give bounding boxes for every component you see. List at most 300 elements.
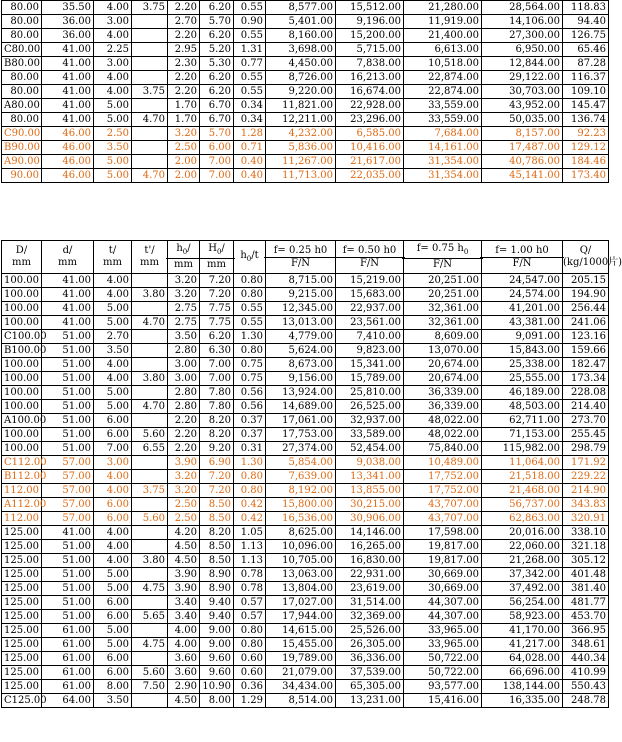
table-cell: 3.90 <box>168 582 200 596</box>
table-cell: 248.78 <box>563 694 609 708</box>
table-cell: 3.75 <box>132 1 168 15</box>
table-cell: 3.40 <box>168 596 200 610</box>
table-cell: 41.00 <box>42 43 94 57</box>
table-cell: 381.40 <box>563 582 609 596</box>
table-cell: 0.80 <box>234 470 266 484</box>
table-cell: 3.20 <box>168 127 200 141</box>
table-cell <box>132 456 168 470</box>
table-cell <box>132 540 168 554</box>
table-cell: 4.00 <box>94 540 132 554</box>
header-outer-diameter: D/ mm <box>2 241 42 274</box>
table-cell: 5.00 <box>94 638 132 652</box>
table-cell: 7.20 <box>200 484 234 498</box>
table-cell: 80.00 <box>2 29 42 43</box>
table-row <box>2 1 609 15</box>
table-cell: 8.20 <box>200 428 234 442</box>
table-cell: 43,952.00 <box>482 99 563 113</box>
table-cell: 7.00 <box>94 442 132 456</box>
table-cell: 9,196.00 <box>336 15 404 29</box>
table-cell: 205.15 <box>563 274 609 288</box>
table-cell: 61.00 <box>42 652 94 666</box>
table-cell: 2.20 <box>168 1 200 15</box>
table-cell: 7,639.00 <box>266 470 336 484</box>
table-cell: 410.99 <box>563 666 609 680</box>
table-cell: 5.30 <box>200 57 234 71</box>
table-cell: 48,503.00 <box>482 400 563 414</box>
table-cell: 45,141.00 <box>482 169 563 183</box>
table-cell: 14,689.00 <box>266 400 336 414</box>
table-cell: 4,232.00 <box>266 127 336 141</box>
table-cell: 7.75 <box>200 316 234 330</box>
table-cell: 31,514.00 <box>336 596 404 610</box>
table-cell: 0.37 <box>234 428 266 442</box>
table-cell: 0.36 <box>234 680 266 694</box>
table-cell: 0.55 <box>234 316 266 330</box>
table-cell: 30,669.00 <box>404 568 482 582</box>
table-cell: 41.00 <box>42 113 94 127</box>
table-cell <box>132 155 168 169</box>
table-cell: 25,810.00 <box>336 386 404 400</box>
table-cell <box>132 652 168 666</box>
table-cell: 44,307.00 <box>404 610 482 624</box>
table-cell: 61.00 <box>42 680 94 694</box>
table-cell: 8,715.00 <box>266 274 336 288</box>
table-cell: 94.40 <box>563 15 609 29</box>
table-cell: 8,160.00 <box>266 29 336 43</box>
table-cell: 2.25 <box>94 43 132 57</box>
table-cell: 25,338.00 <box>482 358 563 372</box>
table-row <box>2 288 609 302</box>
table-cell: 1.13 <box>234 554 266 568</box>
table-cell: 3,698.00 <box>266 43 336 57</box>
table-cell: 1.31 <box>234 43 266 57</box>
table-cell: 14,161.00 <box>404 141 482 155</box>
table-row <box>2 71 609 85</box>
table-cell: 0.75 <box>234 358 266 372</box>
table-cell: 2.00 <box>168 155 200 169</box>
table-cell: 0.78 <box>234 568 266 582</box>
table-cell: 2.20 <box>168 428 200 442</box>
table-cell: B90.00 <box>2 141 42 155</box>
table-cell: 0.80 <box>234 624 266 638</box>
table-cell: 80.00 <box>2 1 42 15</box>
table-cell: 100.00 <box>2 442 42 456</box>
table-cell: 6.00 <box>94 414 132 428</box>
table-cell: 13,855.00 <box>336 484 404 498</box>
table-cell: 17,753.00 <box>266 428 336 442</box>
table-cell: 20,674.00 <box>404 358 482 372</box>
table-cell: 0.57 <box>234 596 266 610</box>
table-cell: 65,305.00 <box>336 680 404 694</box>
table-cell: 4.00 <box>94 484 132 498</box>
table-cell: 51.00 <box>42 344 94 358</box>
table-row <box>2 540 609 554</box>
table-cell: 51.00 <box>42 540 94 554</box>
table-cell: 2.90 <box>168 680 200 694</box>
table-cell: 9,823.00 <box>336 344 404 358</box>
table-cell: 125.00 <box>2 568 42 582</box>
table-cell: 109.10 <box>563 85 609 99</box>
table-cell: 5.70 <box>200 127 234 141</box>
table-cell: 33,559.00 <box>404 113 482 127</box>
table-cell: 8.20 <box>200 414 234 428</box>
table-cell: 366.95 <box>563 624 609 638</box>
table-cell <box>132 330 168 344</box>
table-cell: 13,013.00 <box>266 316 336 330</box>
table-cell <box>132 470 168 484</box>
table-cell: 4.00 <box>94 71 132 85</box>
table-cell: 14,615.00 <box>266 624 336 638</box>
table-top-body <box>2 1 609 183</box>
table-cell: 273.70 <box>563 414 609 428</box>
table-cell: 51.00 <box>42 428 94 442</box>
table-cell: 0.55 <box>234 302 266 316</box>
header-weight: Q/ (kg/1000片) <box>563 241 609 274</box>
table-cell: 36.00 <box>42 15 94 29</box>
table-cell: 5.70 <box>200 15 234 29</box>
table-cell: 43,381.00 <box>482 316 563 330</box>
table-cell: 3.00 <box>94 456 132 470</box>
table-cell: 2.20 <box>168 71 200 85</box>
table-cell: 16,674.00 <box>336 85 404 99</box>
table-cell: 41,201.00 <box>482 302 563 316</box>
table-cell: 7.50 <box>132 680 168 694</box>
table-cell: 3.00 <box>168 372 200 386</box>
table-cell: 4.50 <box>168 540 200 554</box>
table-cell: 194.90 <box>563 288 609 302</box>
table-cell: 31,354.00 <box>404 155 482 169</box>
table-cell: 4.70 <box>132 169 168 183</box>
table-cell: 125.00 <box>2 540 42 554</box>
table-cell: 125.00 <box>2 554 42 568</box>
table-cell: 8,726.00 <box>266 71 336 85</box>
table-cell: 21,400.00 <box>404 29 482 43</box>
table-cell: 214.90 <box>563 484 609 498</box>
table-row <box>2 29 609 43</box>
table-cell: 6.00 <box>94 666 132 680</box>
table-cell: 6.00 <box>200 141 234 155</box>
table-cell: 11,713.00 <box>266 169 336 183</box>
table-cell: 6,585.00 <box>336 127 404 141</box>
table-row <box>2 330 609 344</box>
table-cell: 343.83 <box>563 498 609 512</box>
table-cell: 5.60 <box>132 428 168 442</box>
table-cell: 37,539.00 <box>336 666 404 680</box>
table-row <box>2 169 609 183</box>
table-cell <box>132 358 168 372</box>
table-cell: 184.46 <box>563 155 609 169</box>
table-cell: 9,220.00 <box>266 85 336 99</box>
table-cell: 125.00 <box>2 652 42 666</box>
table-cell: 4.00 <box>94 372 132 386</box>
table-cell: 17,027.00 <box>266 596 336 610</box>
table-cell: 8,192.00 <box>266 484 336 498</box>
table-cell: 80.00 <box>2 113 42 127</box>
table-row <box>2 358 609 372</box>
table-cell: 3.90 <box>168 456 200 470</box>
table-cell: 3.50 <box>94 141 132 155</box>
table-row <box>2 428 609 442</box>
table-cell: 25,555.00 <box>482 372 563 386</box>
table-cell: 17,752.00 <box>404 484 482 498</box>
table-cell: 2.20 <box>168 414 200 428</box>
table-cell: 7.00 <box>200 155 234 169</box>
table-cell: 5.00 <box>94 155 132 169</box>
table-cell: 3.50 <box>94 694 132 708</box>
table-cell: 125.00 <box>2 638 42 652</box>
table-cell <box>132 344 168 358</box>
table-cell: 159.66 <box>563 344 609 358</box>
table-cell: 36,339.00 <box>404 400 482 414</box>
table-cell: 136.74 <box>563 113 609 127</box>
table-cell: 550.43 <box>563 680 609 694</box>
table-cell: 13,341.00 <box>336 470 404 484</box>
table-cell: 41.00 <box>42 302 94 316</box>
table-cell: C100.00 <box>2 330 42 344</box>
table-cell: 62,863.00 <box>482 512 563 526</box>
table-cell: 21,079.00 <box>266 666 336 680</box>
table-cell: 22,035.00 <box>336 169 404 183</box>
table-cell: 52,454.00 <box>336 442 404 456</box>
table-cell <box>132 498 168 512</box>
table-cell: 5.00 <box>94 400 132 414</box>
table-cell: 4.00 <box>168 638 200 652</box>
table-cell: 64,028.00 <box>482 652 563 666</box>
table-cell: 5.60 <box>132 666 168 680</box>
table-cell: 61.00 <box>42 666 94 680</box>
table-row <box>2 113 609 127</box>
table-cell: 9.60 <box>200 652 234 666</box>
table-cell: 51.00 <box>42 330 94 344</box>
table-cell: 20,016.00 <box>482 526 563 540</box>
table-cell: 14,146.00 <box>336 526 404 540</box>
table-cell: 37,342.00 <box>482 568 563 582</box>
table-cell: 5.00 <box>94 582 132 596</box>
table-cell: 6,613.00 <box>404 43 482 57</box>
table-cell: 229.22 <box>563 470 609 484</box>
table-row <box>2 386 609 400</box>
table-cell: 16,213.00 <box>336 71 404 85</box>
table-cell: B112.00 <box>2 470 42 484</box>
table-cell: 8.90 <box>200 582 234 596</box>
table-cell: 7.20 <box>200 470 234 484</box>
table-cell: 4.00 <box>94 274 132 288</box>
table-cell: 22,874.00 <box>404 71 482 85</box>
table-cell: 123.16 <box>563 330 609 344</box>
table-cell: 3.40 <box>168 610 200 624</box>
table-cell: 56,737.00 <box>482 498 563 512</box>
header-force-100: f= 1.00 h0 F/N <box>482 241 563 274</box>
table-cell: 0.40 <box>234 169 266 183</box>
table-cell: 241.06 <box>563 316 609 330</box>
table-cell: 16,335.00 <box>482 694 563 708</box>
table-cell: 13,231.00 <box>336 694 404 708</box>
table-cell: C80.00 <box>2 43 42 57</box>
table-cell: 100.00 <box>2 302 42 316</box>
table-cell: 33,965.00 <box>404 624 482 638</box>
table-cell: 6,950.00 <box>482 43 563 57</box>
table-cell: 2.20 <box>168 85 200 99</box>
table-cell: 4,779.00 <box>266 330 336 344</box>
table-cell: 4.70 <box>132 113 168 127</box>
table-cell: 33,965.00 <box>404 638 482 652</box>
table-cell <box>132 596 168 610</box>
table-cell: 33,589.00 <box>336 428 404 442</box>
table-cell: 57.00 <box>42 470 94 484</box>
table-cell: 11,064.00 <box>482 456 563 470</box>
table-cell: 0.75 <box>234 372 266 386</box>
table-cell: 15,341.00 <box>336 358 404 372</box>
table-cell: 7.80 <box>200 400 234 414</box>
table-cell: 9.20 <box>200 442 234 456</box>
table-cell: 7.00 <box>200 358 234 372</box>
table-cell: 5.60 <box>132 512 168 526</box>
table-cell: 4.00 <box>94 554 132 568</box>
table-cell: 17,944.00 <box>266 610 336 624</box>
table-cell: 100.00 <box>2 358 42 372</box>
table-cell: A112.00 <box>2 498 42 512</box>
table-cell: 100.00 <box>2 274 42 288</box>
table-cell: 6.90 <box>200 456 234 470</box>
table-cell: 26,305.00 <box>336 638 404 652</box>
table-cell: 41.00 <box>42 99 94 113</box>
table-cell: 36.00 <box>42 29 94 43</box>
table-cell: 256.44 <box>563 302 609 316</box>
table-cell: 5,836.00 <box>266 141 336 155</box>
table-cell: 7.00 <box>200 169 234 183</box>
table-cell: B100.00 <box>2 344 42 358</box>
table-row <box>2 652 609 666</box>
table-cell: 2.95 <box>168 43 200 57</box>
table-cell: 8,609.00 <box>404 330 482 344</box>
table-cell: 9.60 <box>200 666 234 680</box>
table-cell: 15,683.00 <box>336 288 404 302</box>
table-cell: 7.00 <box>200 372 234 386</box>
table-cell: 48,022.00 <box>404 414 482 428</box>
table-row <box>2 15 609 29</box>
table-cell: 58,923.00 <box>482 610 563 624</box>
table-row <box>2 127 609 141</box>
table-cell: 100.00 <box>2 428 42 442</box>
table-cell: C90.00 <box>2 127 42 141</box>
table-cell: 298.79 <box>563 442 609 456</box>
table-cell: 4.50 <box>168 694 200 708</box>
table-cell: 7,684.00 <box>404 127 482 141</box>
table-cell: B80.00 <box>2 57 42 71</box>
table-cell: 6.30 <box>200 344 234 358</box>
table-cell: 8.20 <box>200 526 234 540</box>
table-cell: 33,559.00 <box>404 99 482 113</box>
header-force-050: f= 0.50 h0 F/N <box>336 241 404 274</box>
table-cell: 92.23 <box>563 127 609 141</box>
table-cell: 13,924.00 <box>266 386 336 400</box>
table-cell: 41.00 <box>42 71 94 85</box>
table-cell: 71,153.00 <box>482 428 563 442</box>
table-cell: 41.00 <box>42 57 94 71</box>
table-cell: 0.34 <box>234 99 266 113</box>
table-cell: 46.00 <box>42 127 94 141</box>
table-cell <box>132 43 168 57</box>
table-cell: 3.80 <box>132 372 168 386</box>
table-cell: 64.00 <box>42 694 94 708</box>
table-cell: 3.50 <box>168 330 200 344</box>
table-cell: 0.57 <box>234 610 266 624</box>
header-row <box>2 241 609 274</box>
table-cell: 48,022.00 <box>404 428 482 442</box>
table-cell: 9.00 <box>200 638 234 652</box>
table-cell: 6.70 <box>200 99 234 113</box>
table-cell: 0.37 <box>234 414 266 428</box>
table-header <box>2 241 622 274</box>
table-cell: 51.00 <box>42 358 94 372</box>
table-cell: 20,251.00 <box>404 274 482 288</box>
table-cell: 125.00 <box>2 680 42 694</box>
table-cell: 30,906.00 <box>336 512 404 526</box>
table-cell: 138,144.00 <box>482 680 563 694</box>
table-cell: 0.56 <box>234 386 266 400</box>
table-cell: 6.00 <box>94 512 132 526</box>
table-cell: 27,300.00 <box>482 29 563 43</box>
table-cell: 41,217.00 <box>482 638 563 652</box>
header-force-025: f= 0.25 h0 F/N <box>266 241 336 274</box>
table-cell: 43,707.00 <box>404 498 482 512</box>
table-cell <box>132 15 168 29</box>
table-cell: 0.56 <box>234 400 266 414</box>
table-cell: 46.00 <box>42 169 94 183</box>
table-cell: 0.34 <box>234 113 266 127</box>
table-cell: 9.40 <box>200 610 234 624</box>
table-row <box>2 596 609 610</box>
table-row <box>2 344 609 358</box>
table-cell: 3.80 <box>132 554 168 568</box>
table-cell <box>132 526 168 540</box>
table-cell: 15,512.00 <box>336 1 404 15</box>
table-row <box>2 372 609 386</box>
table-cell: 2.00 <box>168 169 200 183</box>
table-cell <box>132 414 168 428</box>
table-cell: 125.00 <box>2 526 42 540</box>
table-cell <box>132 99 168 113</box>
table-row <box>2 610 609 624</box>
table-cell: 2.50 <box>94 127 132 141</box>
table-cell: 51.00 <box>42 414 94 428</box>
table-cell: 22,937.00 <box>336 302 404 316</box>
table-cell: 56,254.00 <box>482 596 563 610</box>
table-cell: 453.70 <box>563 610 609 624</box>
table-cell: 80.00 <box>2 85 42 99</box>
table-cell: 24,574.00 <box>482 288 563 302</box>
table-cell: 6.20 <box>200 85 234 99</box>
table-cell: 12,844.00 <box>482 57 563 71</box>
table-cell: 46.00 <box>42 141 94 155</box>
table-cell: 32,361.00 <box>404 316 482 330</box>
table-cell: 50,722.00 <box>404 666 482 680</box>
header-ratio: $h_0/t$ <box>234 241 266 274</box>
table-cell: 51.00 <box>42 442 94 456</box>
table-cell: 2.80 <box>168 344 200 358</box>
table-cell: 4.00 <box>168 624 200 638</box>
table-cell: 3.80 <box>132 288 168 302</box>
table-cell: 41.00 <box>42 274 94 288</box>
table-cell: 5.65 <box>132 610 168 624</box>
table-cell: 3.00 <box>168 358 200 372</box>
table-cell: 145.47 <box>563 99 609 113</box>
table-row <box>2 624 609 638</box>
table-row <box>2 57 609 71</box>
table-cell: 0.77 <box>234 57 266 71</box>
table-cell: 51.00 <box>42 554 94 568</box>
table-cell: 228.08 <box>563 386 609 400</box>
